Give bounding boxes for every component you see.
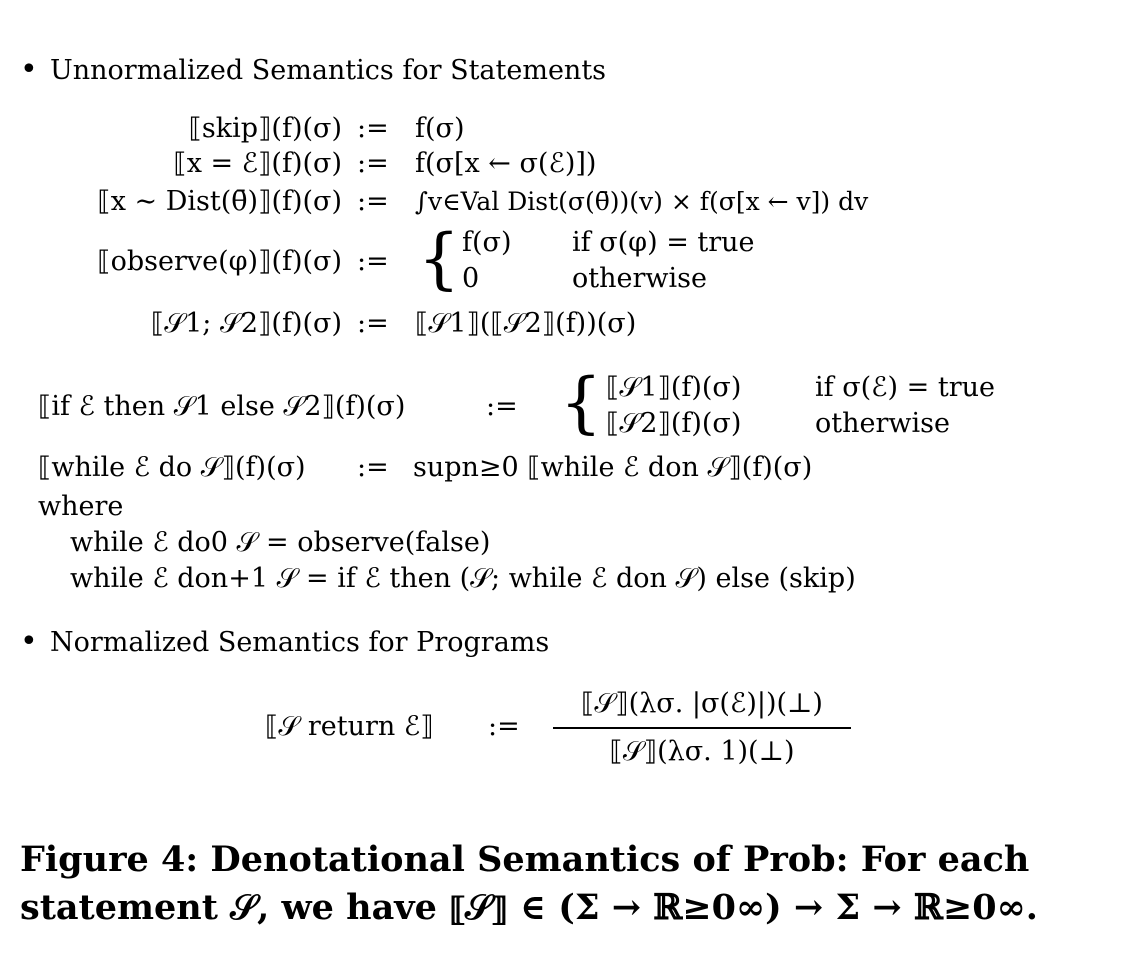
observe-case1-value: f(σ) (462, 227, 512, 258)
where-label: where (38, 491, 124, 522)
left-brace-icon: { (560, 364, 602, 441)
observe-case2-value: 0 (462, 263, 480, 294)
bullet-icon: • (20, 624, 38, 659)
assign-op: := (486, 391, 518, 422)
assign-op: := (488, 711, 520, 742)
section-title-statements: Unnormalized Semantics for Statements (50, 55, 607, 86)
if-case1-condition: if σ(ℰ) = true (815, 372, 995, 403)
program-lhs: ⟦𝒮 return ℰ⟧ (265, 711, 434, 742)
while-zero-def: while ℰ do0 𝒮 = observe(false) (70, 527, 491, 558)
while-succ-def: while ℰ don+1 𝒮 = if ℰ then (𝒮; while ℰ don 𝒮) else (skip) (70, 563, 856, 594)
rule-seq-lhs: ⟦𝒮1; 𝒮2⟧(f)(σ) (150, 308, 342, 339)
assign-op: := (357, 113, 389, 144)
rule-sample-rhs: ∫v∈Val Dist(σ(θ̄))(v) × f(σ[x ← v]) dv (415, 187, 869, 216)
assign-op: := (357, 452, 389, 483)
rule-if-lhs: ⟦if ℰ then 𝒮1 else 𝒮2⟧(f)(σ) (38, 391, 406, 422)
if-case2-condition: otherwise (815, 408, 950, 439)
figure-caption-line2: statement 𝒮, we have ⟦𝒮⟧ ∈ (Σ → ℝ≥0∞) → Σ → ℝ≥0∞. (20, 887, 1038, 928)
observe-case1-condition: if σ(φ) = true (572, 227, 755, 258)
observe-case2-condition: otherwise (572, 263, 707, 294)
assign-op: := (357, 148, 389, 179)
section-title-programs: Normalized Semantics for Programs (50, 627, 550, 658)
fraction-bar (553, 727, 851, 729)
rule-skip-rhs: f(σ) (415, 113, 465, 144)
assign-op: := (357, 246, 389, 277)
if-case1-value: ⟦𝒮1⟧(f)(σ) (606, 372, 742, 403)
rule-seq-rhs: ⟦𝒮1⟧(⟦𝒮2⟧(f))(σ) (415, 308, 637, 339)
rule-skip-lhs: ⟦skip⟧(f)(σ) (188, 113, 342, 144)
assign-op: := (357, 308, 389, 339)
rule-assign-lhs: ⟦x = ℰ⟧(f)(σ) (173, 148, 342, 179)
assign-op: := (357, 186, 389, 217)
rule-observe-lhs: ⟦observe(φ)⟧(f)(σ) (97, 246, 342, 277)
fraction-numerator: ⟦𝒮⟧(λσ. |σ(ℰ)|)(⊥) (581, 688, 823, 719)
left-brace-icon: { (418, 220, 460, 297)
rule-while-rhs: supn≥0 ⟦while ℰ don 𝒮⟧(f)(σ) (413, 452, 813, 483)
rule-while-lhs: ⟦while ℰ do 𝒮⟧(f)(σ) (38, 452, 306, 483)
rule-sample-lhs: ⟦x ∼ Dist(θ̄)⟧(f)(σ) (97, 186, 342, 217)
bullet-icon: • (20, 52, 38, 87)
rule-assign-rhs: f(σ[x ← σ(ℰ)]) (415, 148, 597, 179)
fraction-denominator: ⟦𝒮⟧(λσ. 1)(⊥) (609, 736, 795, 767)
figure-caption-line1: Figure 4: Denotational Semantics of Prob: For each (20, 839, 1030, 880)
if-case2-value: ⟦𝒮2⟧(f)(σ) (606, 408, 742, 439)
